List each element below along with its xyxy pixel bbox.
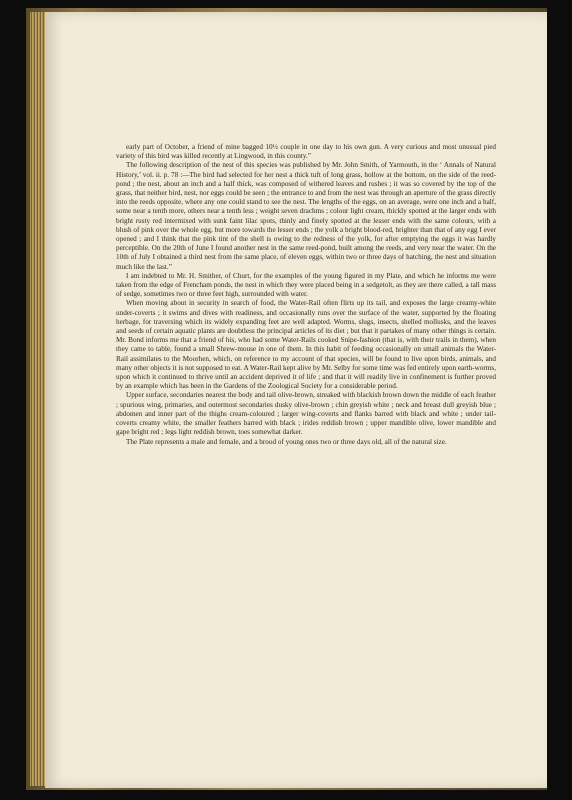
paragraph-1: early part of October, a friend of mine bagged 10½ couple in one day to his own gun. A very curious and most unusual pied variety of this bird was killed recently at Lingwood, in this county.” (116, 143, 496, 161)
paragraph-5: Upper surface, secondaries nearest the body and tail olive-brown, streaked with blackish brown down the middle of each feather ; spurious wing, primaries, and outermost secondaries dusky olive-brown ; chin greyish white ; neck and breast dull greyish blue ; abdomen and inner part of the thighs cream-coloured ; larger wing-coverts and flanks barred with black and white ; under tail-coverts creamy white, the smaller feathers barred with black ; irides reddish brown ; upper mandible olive, lower mandible and gape bright red ; legs light reddish brown, toes somewhat darker. (116, 391, 496, 437)
paragraph-6: The Plate represents a male and female, and a brood of young ones two or three days old, all of the natural size. (126, 437, 447, 446)
paragraph-3: I am indebted to Mr. H. Smither, of Churt, for the examples of the young figured in my Plate, and which he informs me were taken from the edge of Frencham ponds, the nest in which they were placed being in a sedgetolt, as they are there called, a tall mass of sedge, sometimes two or three feet high, surrounded with water. (116, 271, 496, 299)
paragraph-2: The following description of the nest of this species was published by Mr. John Smith, of Yarmouth, in the ‘ Annals of Natural History,’ vol. ii. p. 78 :—The bird had selected for her nest a thick tuft of long grass, hollow at the bottom, on the side of the reed-pond ; the nest, about an inch and a half thick, was composed of withered leaves and rushes ; it was so covered by the top of the grass, that neither bird, nest, nor eggs could be seen ; the entrance to and from the nest was through an aperture of the grass directly into the reeds opposite, where any one could stand to see the nest. The lengths of the eggs, on an average, were one inch and a half, some near a tenth more, others near a tenth less ; weight seven drachms ; colour light cream, thickly spotted at the larger ends with bright rusty red intermixed with sunk faint lilac spots, thinly and finely spotted at the lesser ends with the same colours, with a blush of pink over the whole egg, but more towards the lesser ends ; the yolk a bright blood-red, brighter than that of any egg I ever opened ; and I think that the pink tint of the shell is owing to the redness of the yolk, for after emptying the eggs it was hardly perceptible. On the 20th of June I found another nest in the same reed-pond, built among the reeds, and very near the water. On the 10th of July I obtained a third nest from the same place, of eleven eggs, within two or three days of hatching, the nest and situation much like the last.” (116, 161, 496, 271)
scan-background (547, 0, 572, 800)
body-text (116, 143, 496, 447)
paragraph-4: When moving about in security in search of food, the Water-Rail often flirts up its tail, and exposes the large creamy-white under-coverts ; it swims and dives with readiness, and occasionally runs over the surface of the water, supported by the floating herbage, for traversing which its widely expanding feet are well adapted. Worms, slugs, insects, shelled mollusks, and the leaves and seeds of certain aquatic plants are doubtless the principal articles of its diet ; but that it partakes of many other things is certain. Mr. Bond informs me that a friend of his, who had some Water-Rails cooked Snipe-fashion (that is, with their trails in them), when they came to table, found a small Shrew-mouse in one of them. In this habit of feeding occasionally on small animals the Water-Rail assimilates to the Moorhen, which, on reference to my account of that species, will be found to live upon birds, animals, and many other objects it is not supposed to eat. A Water-Rail kept alive by Mr. Selby for some time was fed entirely upon earth-worms, upon which it continued to thrive until an accident deprived it of life ; and that it will readily live in confinement is further proved by an example which has been in the Gardens of the Zoological Society for a considerable period. (116, 299, 496, 391)
